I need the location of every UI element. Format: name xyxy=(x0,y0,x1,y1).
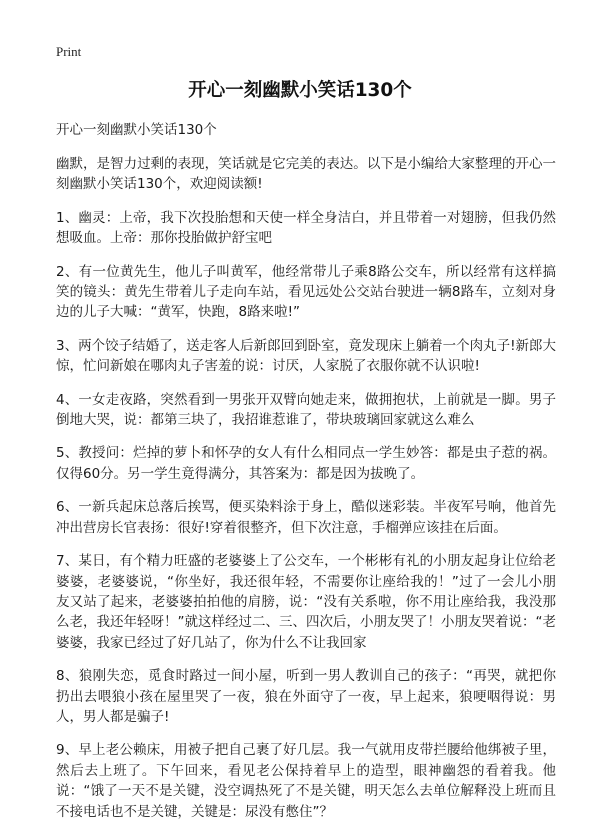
joke-paragraph: 3、两个饺子结婚了，送走客人后新郎回到卧室，竟发现床上躺着一个肉丸子!新郎大惊，忙问新娘在哪肉丸子害羞的说：讨厌，人家脱了衣服你就不认识啦! xyxy=(56,337,556,375)
joke-paragraph: 1、幽灵：上帝，我下次投胎想和天使一样全身洁白，并且带着一对翅膀，但我仍然想吸血。上帝：那你投胎做护舒宝吧 xyxy=(56,209,556,247)
joke-paragraph: 9、早上老公赖床，用被子把自己裹了好几层。我一气就用皮带拦腰给他绑被子里，然后去上班了。下午回来，看见老公保持着早上的造型，眼神幽怨的看着我。他说：“饿了一天不是关键，没空调热死了不是关键，明天怎么去单位解释没上班而且不接电话也不是关键，关键是：尿没有憋住”？ xyxy=(56,742,556,820)
print-link[interactable]: Print xyxy=(56,44,82,59)
joke-paragraph: 7、某日，有个精力旺盛的老婆婆上了公交车，一个彬彬有礼的小朋友起身让位给老婆婆，老婆婆说，“你坐好，我还很年轻，不需要你让座给我的！”过了一会儿小朋 友又站了起来，老婆婆拍拍他的肩膀，说：“没有关系啦，你不用让座给我，我没那么老，我还年轻呀！”就这样经过二、三、四次后，小朋友哭了！小朋友哭着说：“老婆婆，我家已经过了好几站了，你为什么不让我回家 xyxy=(56,553,556,651)
joke-paragraph: 8、狼刚失恋，觅食时路过一间小屋，听到一男人教训自己的孩子：“再哭，就把你扔出去喂狼小孩在屋里哭了一夜，狼在外面守了一夜，早上起来，狼哽咽得说：男人，男人都是骗子! xyxy=(56,668,556,725)
joke-paragraph: 2、有一位黄先生，他儿子叫黄军，他经常带儿子乘8路公交车，所以经常有这样搞笑的镜头：黄先生带着儿子走向车站，看见远处公交站台驶进一辆8路车，立刻对身边的儿子大喊：“黄军，快跑，8路来啦!” xyxy=(56,263,556,321)
joke-paragraph: 5、教授问：烂掉的萝卜和怀孕的女人有什么相同点一学生妙答：都是虫子惹的祸。仅得60分。另一学生竟得满分，其答案为：都是因为拔晚了。 xyxy=(56,445,556,482)
page-title: 开心一刻幽默小笑话130个 xyxy=(188,80,412,101)
joke-paragraph: 4、一女走夜路，突然看到一男张开双臂向她走来，做拥抱状，上前就是一脚。男子倒地大哭，说：都第三块了，我招谁惹谁了，带块玻璃回家就这么难么 xyxy=(56,391,556,429)
article-intro: 幽默，是智力过剩的表现，笑话就是它完美的表达。以下是小编给大家整理的开心一刻幽默小笑话130个，欢迎阅读额! xyxy=(56,156,556,193)
article-subtitle: 开心一刻幽默小笑话130个 xyxy=(56,122,217,138)
joke-paragraph: 6、一新兵起床总落后挨骂，便买染料涂于身上，酷似迷彩装。半夜军号响，他首先冲出营房长官表扬：很好!穿着很整齐，但下次注意，手榴弹应该挂在后面。 xyxy=(56,499,556,536)
article-body xyxy=(56,120,556,828)
